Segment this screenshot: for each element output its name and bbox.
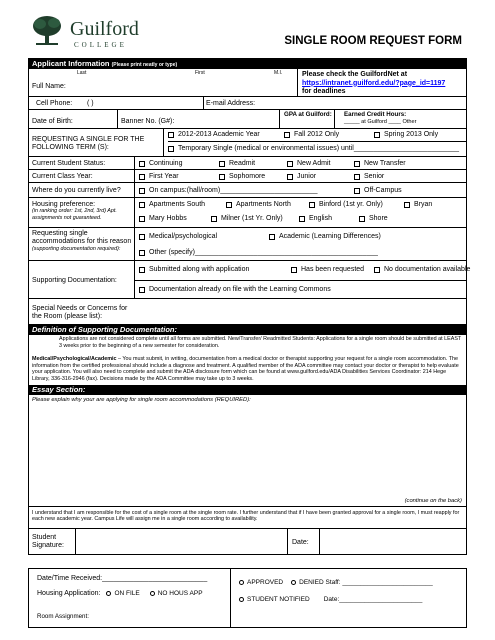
reason-other[interactable]: [139, 249, 378, 256]
checkbox-icon[interactable]: [219, 161, 225, 167]
status-option-label: Readmit: [229, 160, 256, 167]
doc-option-label: Submitted along with application: [149, 266, 250, 273]
agreement-row: [29, 507, 466, 529]
logo-wordmark: Guilford: [70, 18, 139, 40]
reason-option-label: Academic (Learning Differences): [279, 233, 381, 240]
no-app-label: NO HOUS APP: [157, 590, 203, 597]
housing-option-label: Bryan: [414, 201, 433, 208]
office-use-box: [28, 568, 467, 628]
housing-bryan[interactable]: [404, 201, 432, 208]
special-needs-row: [29, 299, 466, 325]
class-option-label: Sophomore: [229, 173, 266, 180]
class-year-row: [29, 170, 466, 183]
term-option-spring[interactable]: [374, 131, 438, 138]
essay-box[interactable]: [29, 395, 466, 507]
term-option-label: 2012-2013 Academic Year: [178, 131, 260, 138]
checkbox-icon[interactable]: [168, 146, 174, 152]
housing-binford[interactable]: [309, 201, 383, 208]
definition-bar: [29, 325, 466, 335]
term-temporary-label: Temporary Single (medical or environmental issues) until___________________________: [178, 145, 459, 152]
radio-icon[interactable]: [239, 580, 244, 585]
housing-shore[interactable]: [359, 215, 388, 222]
checkbox-icon[interactable]: [291, 267, 297, 273]
status-readmit[interactable]: [219, 160, 255, 167]
term-option-fall[interactable]: [284, 131, 339, 138]
radio-icon[interactable]: [106, 591, 111, 596]
housing-mary-hobbs[interactable]: [139, 215, 187, 222]
checkbox-icon[interactable]: [354, 161, 360, 167]
doc-requested[interactable]: [291, 266, 364, 273]
residence-row: [29, 183, 466, 198]
housing-option-label: English: [309, 215, 332, 222]
middle-initial-column: M.I.: [274, 70, 283, 76]
checkbox-icon[interactable]: [359, 216, 365, 222]
checkbox-icon[interactable]: [139, 202, 145, 208]
applicant-section-note: (Please print neatly or type): [111, 62, 178, 68]
class-option-label: Junior: [297, 173, 317, 180]
definition-para2-head: Medical/Psychological/Academic: [32, 356, 117, 363]
form-header: [30, 14, 470, 54]
checkbox-icon[interactable]: [139, 174, 145, 180]
status-new-transfer[interactable]: [354, 160, 406, 167]
housing-option-label: Apartments South: [149, 201, 206, 208]
checkbox-icon[interactable]: [211, 216, 217, 222]
doc-option-label: No documentation available: [384, 266, 471, 273]
room-assignment-label: Room Assignment:: [37, 613, 89, 620]
first-name-column: First: [195, 70, 205, 76]
doc-option-label: Documentation already on file with the Learning Commons: [149, 286, 331, 293]
term-option-academic-year[interactable]: [168, 131, 260, 138]
checkbox-icon[interactable]: [354, 188, 360, 194]
guilfordnet-note-text: Please check the GuilfordNet at: [302, 71, 408, 78]
banner-label: Banner No. (G#):: [121, 118, 175, 125]
housing-option-label: Mary Hobbs: [149, 215, 187, 222]
housing-option-label: Shore: [369, 215, 388, 222]
dob-row: [29, 110, 466, 129]
class-sophomore[interactable]: [219, 173, 265, 180]
signature-row: [29, 529, 466, 554]
applicant-section-bar: [29, 59, 466, 69]
reason-label-block: [32, 230, 132, 253]
documentation-label: Supporting Documentation:: [32, 277, 117, 284]
checkbox-icon[interactable]: [139, 188, 145, 194]
term-row: [29, 129, 466, 157]
page-title: SINGLE ROOM REQUEST FORM: [284, 35, 462, 47]
checkbox-icon[interactable]: [354, 174, 360, 180]
housing-label-block: [32, 201, 132, 222]
notified-date-field[interactable]: Date:_______________________: [323, 596, 423, 603]
residence-off-campus-label: Off-Campus: [364, 187, 402, 194]
denied-label: DENIED Staff: _________________________: [299, 579, 433, 586]
date-received-field[interactable]: Date/Time Received:___________________________: [37, 575, 208, 582]
approved-label: APPROVED: [247, 579, 284, 586]
essay-continue-note: (continue on the back): [404, 497, 462, 504]
status-option-label: New Transfer: [364, 160, 406, 167]
status-row: [29, 157, 466, 170]
residence-on-campus[interactable]: [139, 187, 318, 194]
class-senior[interactable]: [354, 173, 384, 180]
residence-off-campus[interactable]: [354, 187, 402, 194]
doc-on-file[interactable]: [139, 286, 331, 293]
radio-icon[interactable]: [150, 591, 155, 596]
status-new-admit[interactable]: [287, 160, 330, 167]
checkbox-icon[interactable]: [139, 250, 145, 256]
housing-row: [29, 198, 466, 228]
housing-option-label: Binford (1st yr. Only): [319, 201, 383, 208]
definition-paragraph-2: [29, 355, 466, 384]
housing-label: Housing preference:: [32, 201, 96, 208]
contact-row: [29, 97, 466, 110]
signature-date-label: Date:: [292, 538, 309, 546]
status-option-label: Continuing: [149, 160, 183, 167]
definition-paragraph-1: Applications are not considered complete until all forms are submitted. New/Transfer/ Readmitted Students: Applications for a single room should be submitted at LEAST 3 weeks prior to the beginning of a new semester for consideration.: [59, 336, 462, 349]
checkbox-icon[interactable]: [284, 132, 290, 138]
term-option-temporary[interactable]: [168, 145, 459, 152]
checkbox-icon[interactable]: [226, 202, 232, 208]
special-needs-label: Special Needs or Concerns for the Room (please list):: [32, 305, 128, 320]
request-form: [28, 58, 471, 555]
definition-para2-text: – You must submit, in writing, documentation from a medical doctor or therapist supporting your request for a single room accommodation. The information from the certified professional should include a diagnose and treatment. A qualified member of the ADA committee may contact your doctor or therapist to help evaluate your application. You will also need to complete and submit the ADA disclosure form which can be found at www.guilford.edu/ADA Disabilities Services Coordinator: 214 Hege Library, 336-316-2946 (fax). Decisions made by the ADA Committee may take up to 3 weeks.: [32, 356, 459, 382]
checkbox-icon[interactable]: [139, 267, 145, 273]
status-option-label: New Admit: [297, 160, 331, 167]
housing-note: (in ranking order: 1st, 2nd, 3rd) Apt. assignments not guaranteed.: [32, 208, 117, 221]
reason-other-label: Other (specify)_______________________________________________: [149, 249, 378, 256]
status-continuing[interactable]: [139, 160, 182, 167]
student-notified-label: STUDENT NOTIFIED: [247, 596, 310, 603]
logo-subtitle: COLLEGE: [74, 41, 127, 49]
housing-english[interactable]: [299, 215, 332, 222]
housing-application-status: [37, 590, 203, 597]
term-option-label: Spring 2013 Only: [384, 131, 439, 138]
full-name-label: Full Name:: [32, 83, 66, 90]
checkbox-icon[interactable]: [404, 202, 410, 208]
checkbox-icon[interactable]: [269, 234, 275, 240]
checkbox-icon[interactable]: [287, 161, 293, 167]
last-name-column: Last: [77, 70, 87, 76]
checkbox-icon[interactable]: [309, 202, 315, 208]
housing-application-label: Housing Application:: [37, 590, 101, 597]
student-signature-label: Student Signature:: [32, 533, 64, 549]
full-name-row: [29, 69, 466, 97]
guilfordnet-tail: for deadlines: [302, 88, 346, 95]
full-name-field[interactable]: [77, 77, 294, 95]
checkbox-icon[interactable]: [299, 216, 305, 222]
housing-apartments-south[interactable]: [139, 201, 205, 208]
radio-icon[interactable]: [239, 597, 244, 602]
essay-prompt: Please explain why your are applying for single room accommodations (REQUIRED):: [32, 396, 251, 403]
reason-row: [29, 228, 466, 261]
guilfordnet-link[interactable]: https://intranet.guilford.edu/?page_id=1197: [302, 79, 446, 87]
class-year-label: Current Class Year:: [32, 173, 93, 180]
term-option-label: Fall 2012 Only: [294, 131, 340, 138]
cell-phone-label: Cell Phone:: [36, 100, 73, 107]
checkbox-icon[interactable]: [168, 132, 174, 138]
reason-academic[interactable]: [269, 233, 381, 240]
gpa-label: GPA at Guilford:: [284, 111, 332, 118]
tree-logo-icon: [30, 14, 64, 48]
cell-phone-field[interactable]: ( ): [87, 100, 94, 107]
status-label: Current Student Status:: [32, 160, 106, 167]
reason-medical[interactable]: [139, 233, 217, 240]
agreement-text: I understand that I am responsible for the cost of a single room at the single room rate. I further understand that if I have been granted approval for a single room, I must reapply for each new academic year. Campus Life will assign me in a single room according to availability.: [32, 509, 460, 523]
reason-option-label: Medical/psychological: [149, 233, 218, 240]
term-label: REQUESTING A SINGLE FOR THE FOLLOWING TERM (S):: [32, 136, 145, 151]
guilfordnet-note: [302, 71, 464, 97]
dob-label: Date of Birth:: [32, 118, 73, 125]
class-junior[interactable]: [287, 173, 316, 180]
documentation-row: [29, 261, 471, 299]
checkbox-icon[interactable]: [139, 216, 145, 222]
reason-label: Requesting single accommodations for this reason: [32, 230, 132, 245]
checkbox-icon[interactable]: [287, 174, 293, 180]
credit-hours-options[interactable]: _____ at Guilford ____ Other: [344, 119, 417, 125]
housing-option-label: Apartments North: [236, 201, 291, 208]
definition-title: Definition of Supporting Documentation:: [32, 325, 177, 334]
housing-milner[interactable]: [211, 215, 283, 222]
essay-bar: [29, 385, 466, 395]
approval-status: [239, 579, 433, 586]
essay-title: Essay Section:: [32, 384, 86, 394]
residence-label: Where do you currently live?: [32, 187, 121, 194]
housing-apartments-north[interactable]: [226, 201, 291, 208]
checkbox-icon[interactable]: [139, 161, 145, 167]
credit-hours-label: Earned Credit Hours:: [344, 111, 407, 118]
doc-none[interactable]: [374, 266, 470, 273]
checkbox-icon[interactable]: [374, 132, 380, 138]
notification-status: [239, 596, 422, 603]
student-signature-field[interactable]: [79, 531, 284, 551]
residence-on-campus-label: On campus:(hall/room)_________________________: [149, 187, 318, 194]
reason-note: (supporting documentation required):: [32, 246, 121, 252]
checkbox-icon[interactable]: [219, 174, 225, 180]
applicant-section-label: Applicant Information: [32, 59, 110, 68]
special-needs-field[interactable]: [137, 301, 463, 322]
class-option-label: Senior: [364, 173, 385, 180]
radio-icon[interactable]: [291, 580, 296, 585]
class-option-label: First Year: [149, 173, 179, 180]
housing-option-label: Milner (1st Yr. Only): [221, 215, 283, 222]
checkbox-icon[interactable]: [139, 287, 145, 293]
class-first-year[interactable]: [139, 173, 179, 180]
doc-option-label: Has been requested: [301, 266, 365, 273]
checkbox-icon[interactable]: [374, 267, 380, 273]
checkbox-icon[interactable]: [139, 234, 145, 240]
on-file-label: ON FILE: [114, 590, 140, 597]
email-label: E-mail Address:: [206, 100, 256, 107]
doc-submitted[interactable]: [139, 266, 249, 273]
